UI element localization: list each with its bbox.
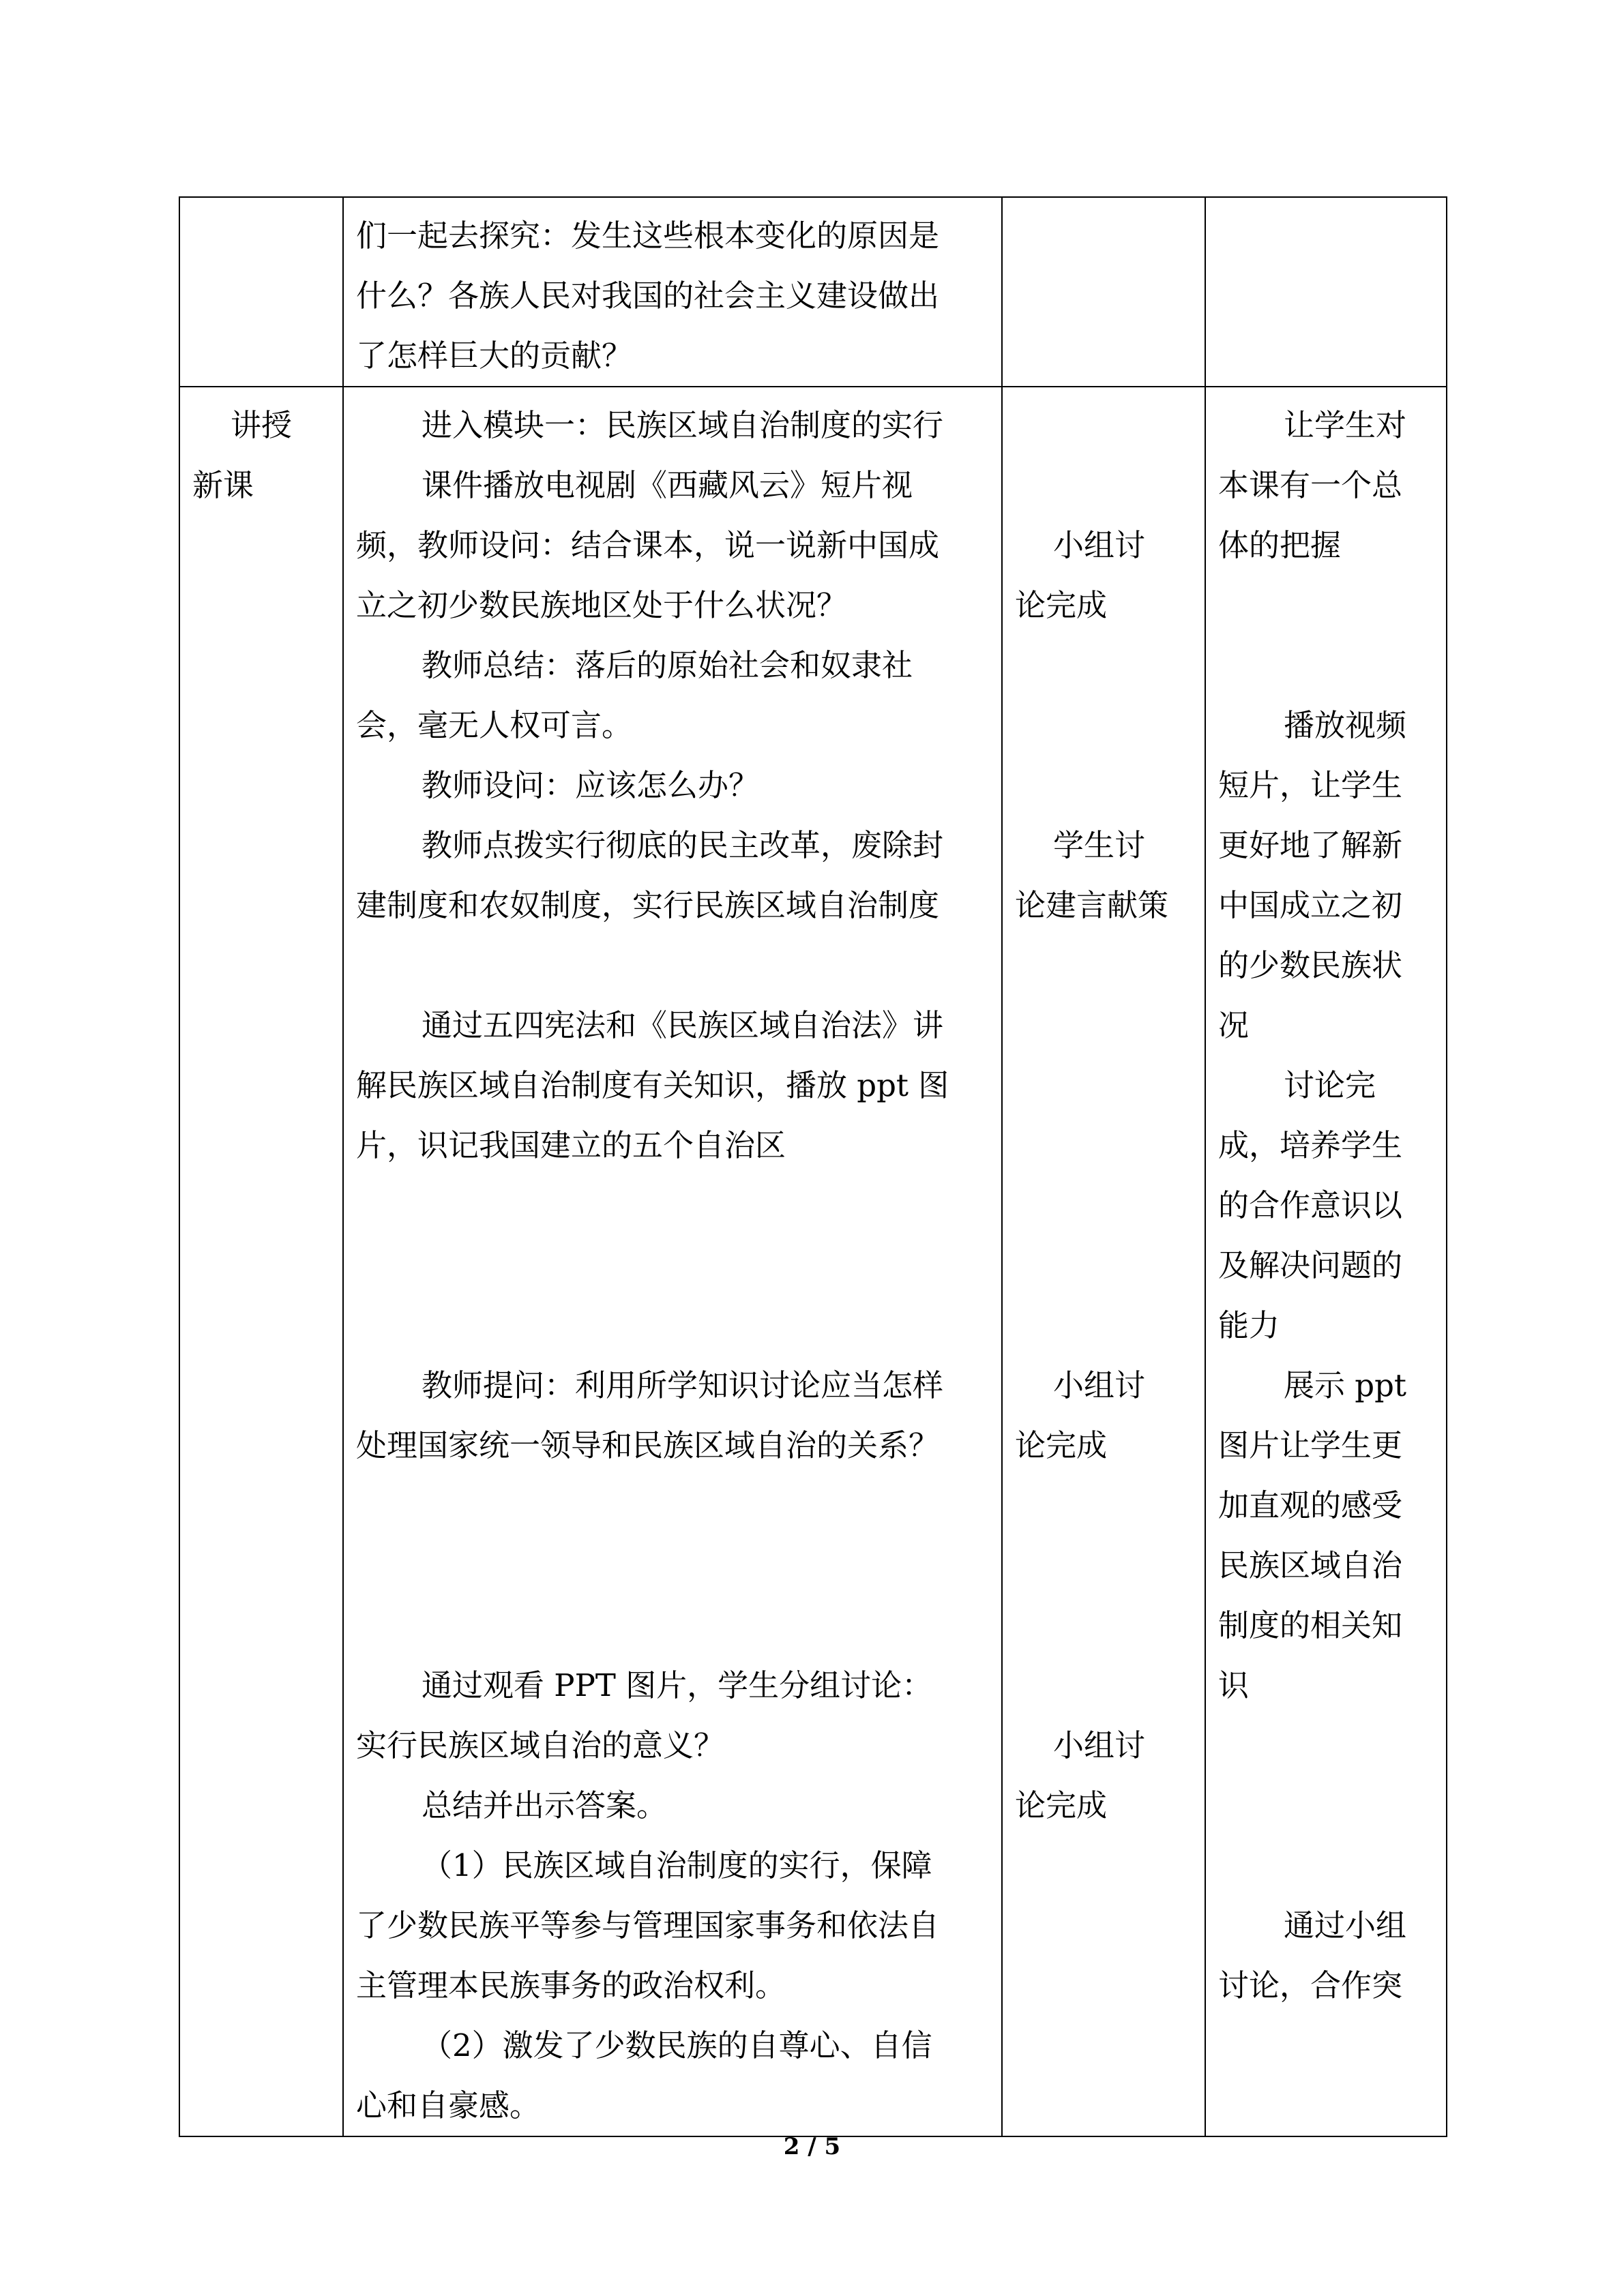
spacer: [1015, 1656, 1192, 1716]
text-line: （2）激发了少数民族的自尊心、自信: [422, 2027, 932, 2063]
spacer: [1015, 456, 1192, 516]
text-line: 成，培养学生: [1218, 1127, 1403, 1163]
text-line: 讨论完: [1284, 1067, 1376, 1103]
text-line: 教师提问：利用所学知识讨论应当怎样: [422, 1367, 944, 1403]
table-row-main: [179, 387, 1447, 2136]
cell-intro-content: [343, 197, 1002, 387]
lesson-plan-table: [179, 196, 1447, 2137]
spacer: [1015, 1116, 1192, 1296]
spacer: [1015, 756, 1192, 816]
text-line: 主管理本民族事务的政治权利。: [356, 1967, 786, 2003]
text-line: 通过五四宪法和《民族区域自治法》讲: [422, 1007, 944, 1043]
spacer: [356, 1236, 989, 1356]
spacer: [1218, 1776, 1434, 1836]
text-line: 民族区域自治: [1218, 1547, 1403, 1583]
spacer: [1218, 576, 1434, 636]
text-line: 图片让学生更: [1218, 1427, 1403, 1463]
text-line: 识: [1218, 1667, 1250, 1703]
cell-purpose-empty: [1205, 197, 1447, 387]
text-line: 教师总结：落后的原始社会和奴隶社: [422, 647, 913, 683]
text-line: 短片，让学生: [1218, 767, 1403, 803]
cell-section-empty: [179, 197, 343, 387]
text-line: 建制度和农奴制度，实行民族区域自治制度: [356, 887, 940, 923]
text-line: 体的把握: [1218, 527, 1342, 563]
spacer: [356, 936, 989, 996]
text-line: 论完成: [1015, 1787, 1108, 1823]
text-line: 总结并出示答案。: [422, 1787, 668, 1823]
text-line: 播放视频: [1284, 707, 1407, 743]
text-line: 立之初少数民族地区处于什么状况？: [356, 587, 848, 623]
text-line: 小组讨: [1053, 1727, 1146, 1763]
text-line: 小组讨: [1053, 527, 1146, 563]
text-line: 中国成立之初: [1218, 887, 1403, 923]
text-line: 论完成: [1015, 1427, 1108, 1463]
spacer: [1218, 1716, 1434, 1776]
text-line: 能力: [1218, 1307, 1280, 1343]
text-line: 实行民族区域自治的意义？: [356, 1727, 725, 1763]
text-line: 更好地了解新: [1218, 827, 1403, 863]
text-line: 教师设问：应该怎么办？: [422, 767, 760, 803]
text-line: 解民族区域自治制度有关知识，播放 ppt 图: [356, 1067, 949, 1103]
section-label-line: 讲授: [231, 407, 293, 443]
spacer: [356, 1476, 989, 1656]
text-line: 了少数民族平等参与管理国家事务和依法自: [356, 1907, 940, 1943]
table-row-intro: [179, 197, 1447, 387]
text-line: 片，识记我国建立的五个自治区: [356, 1127, 786, 1163]
text-line: 频，教师设问：结合课本，说一说新中国成: [356, 527, 940, 563]
text-line: 的少数民族状: [1218, 947, 1403, 983]
spacer: [1015, 1476, 1192, 1656]
spacer: [1015, 636, 1192, 756]
text-line: 论建言献策: [1015, 887, 1169, 923]
spacer: [1218, 1836, 1434, 1896]
text-line: 教师点拨实行彻底的民主改革，废除封: [422, 827, 944, 863]
text-line: 会，毫无人权可言。: [356, 707, 633, 743]
cell-student-activity: [1002, 387, 1205, 2136]
text-line: 论完成: [1015, 587, 1108, 623]
text-line: 课件播放电视剧《西藏风云》短片视: [422, 467, 913, 503]
text-line: 制度的相关知: [1218, 1607, 1403, 1643]
page-number: 2 / 5: [783, 2133, 841, 2160]
text-line: 加直观的感受: [1218, 1487, 1403, 1523]
text-line: 小组讨: [1053, 1367, 1146, 1403]
text-line: 处理国家统一领导和民族区域自治的关系？: [356, 1427, 940, 1463]
text-line: 进入模块一：民族区域自治制度的实行: [422, 407, 944, 443]
text-line: 们一起去探究：发生这些根本变化的原因是: [356, 218, 940, 254]
cell-design-purpose: [1205, 387, 1447, 2136]
text-line: 什么？各族人民对我国的社会主义建设做出: [356, 278, 940, 314]
text-line: 通过小组: [1284, 1907, 1407, 1943]
spacer: [1015, 396, 1192, 456]
cell-teacher-activity: [343, 387, 1002, 2136]
spacer: [1015, 936, 1192, 1116]
text-line: 心和自豪感。: [356, 2087, 541, 2123]
text-line: 讨论，合作突: [1218, 1967, 1403, 2003]
text-line: 况: [1218, 1007, 1250, 1043]
text-line: （1）民族区域自治制度的实行，保障: [422, 1847, 932, 1883]
cell-student-empty: [1002, 197, 1205, 387]
section-label-line: 新课: [192, 467, 254, 503]
spacer: [356, 1176, 989, 1236]
text-line: 学生讨: [1053, 827, 1146, 863]
text-line: 让学生对: [1284, 407, 1407, 443]
text-line: 了怎样巨大的贡献？: [356, 338, 633, 374]
cell-section-label: [179, 387, 343, 2136]
spacer: [1218, 636, 1434, 696]
text-line: 本课有一个总: [1218, 467, 1403, 503]
text-line: 展示 ppt: [1284, 1367, 1407, 1403]
text-line: 通过观看 PPT 图片，学生分组讨论：: [422, 1667, 933, 1703]
spacer: [1015, 1296, 1192, 1356]
text-line: 的合作意识以: [1218, 1187, 1403, 1223]
text-line: 及解决问题的: [1218, 1247, 1403, 1283]
